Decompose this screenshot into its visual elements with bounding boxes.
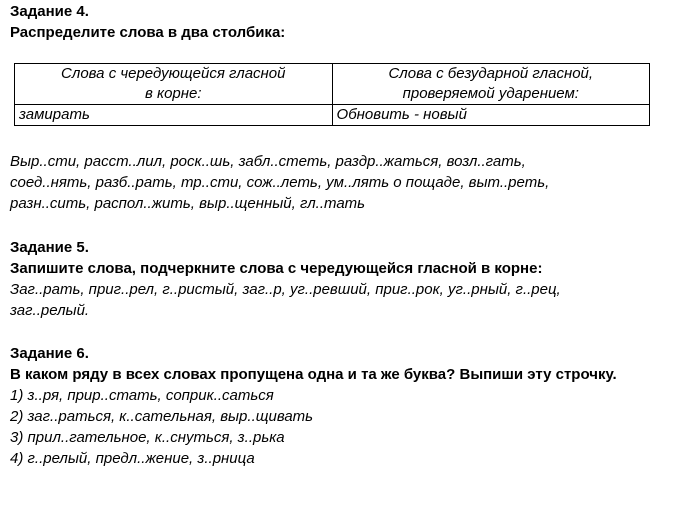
table-header-row <box>15 64 650 105</box>
column-header-unstressed <box>332 64 649 105</box>
table-cell: Обновить - новый <box>332 105 649 126</box>
word-line: соед..нять, разб..рать, тр..сти, сож..леть, ум..лять о пощаде, выт..реть, <box>10 174 550 191</box>
task6-instruction: В каком ряду в всех словах пропущена одна и та же буква? Выпиши эту строчку. <box>10 366 617 383</box>
task6-options <box>10 385 313 469</box>
answer-option: 2) заг..раться, к..сательная, выр..щивать <box>10 408 314 425</box>
column-header-alternating <box>15 64 333 105</box>
answer-option: 1) з..ря, прир..стать, соприк..саться <box>10 387 274 404</box>
task5-title: Задание 5. <box>10 239 89 256</box>
column-header-line: Слова с безударной гласной, <box>388 65 594 82</box>
table-cell: замирать <box>15 105 333 126</box>
task5-word-list <box>10 279 561 321</box>
column-header-line: проверяемой ударением: <box>402 85 579 102</box>
word-line: Заг..рать, приг..рел, г..ристый, заг..р, уг..ревший, приг..рок, уг..рный, г..рец, <box>10 281 561 298</box>
task4-title: Задание 4. <box>10 3 89 20</box>
column-header-line: Слова с чередующейся гласной <box>61 65 286 82</box>
answer-option: 4) г..релый, предл..жение, з..рница <box>10 450 255 467</box>
table-row <box>15 105 650 126</box>
answer-option: 3) прил..гательное, к..снуться, з..рька <box>10 429 285 446</box>
column-header-line: в корне: <box>145 85 202 102</box>
word-line: Выр..сти, расст..лил, роск..шь, забл..стеть, раздр..жаться, возл..гать, <box>10 153 526 170</box>
task6-title: Задание 6. <box>10 345 89 362</box>
task4-word-list <box>10 151 549 214</box>
word-sort-table <box>14 63 650 126</box>
word-line: разн..сить, распол..жить, выр..щенный, гл..тать <box>10 195 366 212</box>
task4-instruction: Распределите слова в два столбика: <box>10 24 286 41</box>
word-line: заг..релый. <box>10 302 90 319</box>
task5-instruction: Запишите слова, подчеркните слова с чередующейся гласной в корне: <box>10 260 543 277</box>
